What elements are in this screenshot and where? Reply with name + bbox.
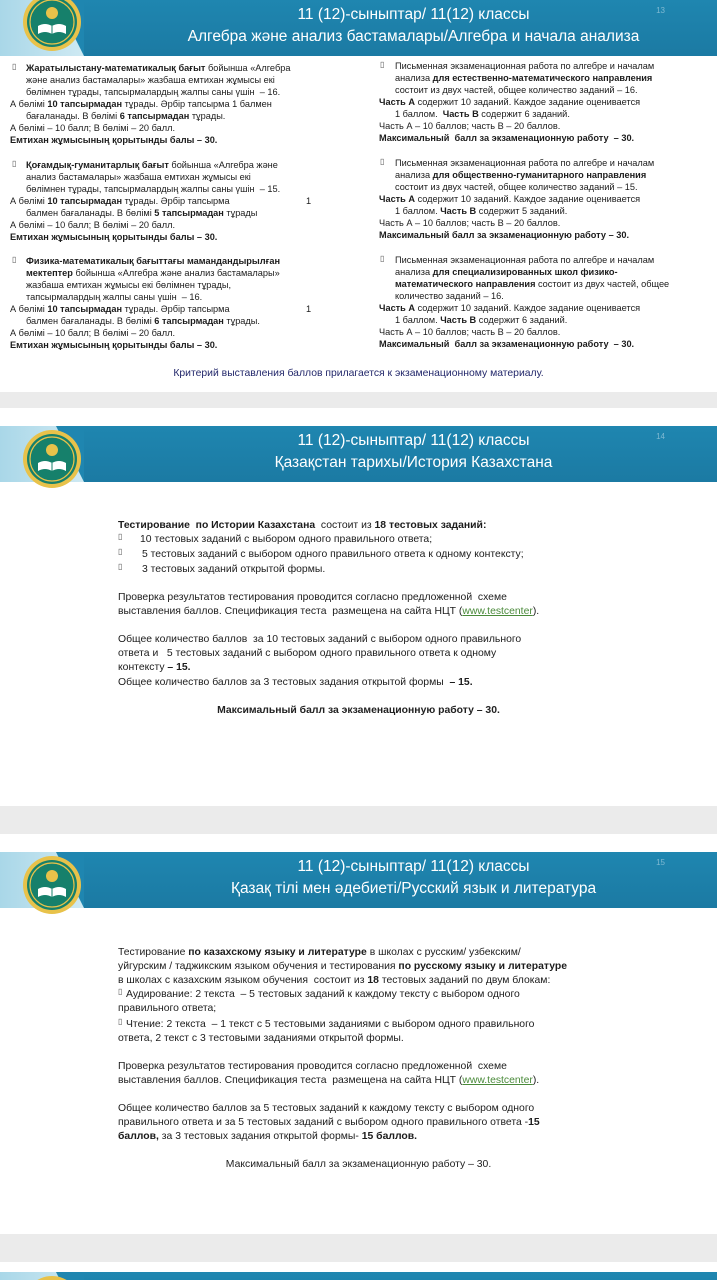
total-score-line: Емтихан жұмысының қорытынды балы – 30. [10,135,218,145]
text-line: количество заданий – 16. [395,291,504,301]
total-score-line: Емтихан жұмысының қорытынды балы – 30. [10,340,218,350]
text-line: Физика-математикалық бағыттағы мамандандырылған [26,256,281,266]
total-score-line: Максимальный балл за экзаменационную работу – 30. [379,230,630,240]
text-line: правильного ответа; [118,1003,217,1014]
text-line: А бөлімі – 10 балл; В бөлімі – 20 балл. [10,123,176,133]
slide-next-partial [0,1262,717,1280]
emblem-logo-icon [22,0,82,52]
text-line: және анализ бастамалары» жазбаша емтихан жұмысы екі [26,75,275,85]
list-item: 5 тестовых заданий с выбором одного правильного ответа к одному контексту; [142,549,524,560]
missing-glyph-icon: ▯ [12,255,17,264]
max-score-line: Максимальный балл за экзаменационную работу – 30. [217,705,500,716]
page-number: 15 [656,858,665,867]
text-line: баллов, за 3 тестовых задания открытой формы- 15 баллов. [118,1131,418,1142]
page-number: 14 [656,432,665,441]
text-line: балмен бағаланады. В бөлімі 5 тапсырмадан тұрады [26,208,258,218]
text-line: анализа для специализированных школ физико- [395,267,618,277]
testcenter-link[interactable]: www.testcenter [462,606,533,617]
text-line: ответа, 2 текст с 3 тестовыми заданиями открытой формы. [118,1033,404,1044]
max-score-line: Максимальный балл за экзаменационную работу – 30. [225,1159,492,1170]
slide-title: 11 (12)-сыныптар/ 11(12) классы Қазақ тілі мен әдебиеті/Русский язык и литература [230,858,597,897]
missing-glyph-icon: ▯ [118,562,123,571]
text-line: Проверка результатов тестирования проводится согласно предложенной схеме [118,1061,507,1072]
text-line: Часть А содержит 10 заданий. Каждое задание оценивается [379,194,641,204]
text-line: Часть А – 10 баллов; часть В – 20 баллов. [379,121,561,131]
text-line: анализ бастамалары» жазбаша емтихан жұмысы екі [26,172,251,182]
missing-glyph-icon: ▯ [118,987,123,996]
text-line: правильного ответа и за 5 тестовых заданий с выбором одного правильного ответа -15 [118,1117,540,1128]
missing-glyph-icon: ▯ [380,60,385,69]
text-line: Часть А содержит 10 заданий. Каждое задание оценивается [379,97,641,107]
text-line: Письменная экзаменационная работа по алгебре и началам [395,61,655,71]
text-line: Проверка результатов тестирования проводится согласно предложенной схеме [118,592,507,603]
text-line: анализа для общественно-гуманитарного направления [395,170,647,180]
text-line: в школах с казахским языком обучения состоит из 18 тестовых заданий по двум блокам: [118,975,551,986]
missing-glyph-icon: ▯ [118,1017,123,1026]
text-line: 1 [306,304,312,314]
slide-algebra [0,0,717,392]
total-score-line: Максимальный балл за экзаменационную работу – 30. [379,133,635,143]
text-line: Часть А содержит 10 заданий. Каждое задание оценивается [379,303,641,313]
text-line: выставления баллов. Спецификация теста размещена на сайта НЦТ (www.testcenter). [118,1075,540,1086]
text-line: 1 баллом. Часть В содержит 6 заданий. [395,315,568,325]
text-line: Общее количество баллов за 5 тестовых заданий к каждому тексту с выбором одного [118,1103,535,1114]
intro-text: Тестирование по Истории Казахстана состоит из 18 тестовых заданий: [118,520,487,531]
missing-glyph-icon: ▯ [118,532,123,541]
text-line: бөлімнен тұрады, тапсырмалардың жалпы саны үшін – 15. [26,184,281,194]
text-line: бағаланады. В бөлімі 6 тапсырмадан тұрады. [26,111,226,121]
text-line: бөлімнен тұрады, тапсырмалардың жалпы саны үшін – 16. [26,87,281,97]
text-line: Часть А – 10 баллов; часть В – 20 баллов. [379,327,561,337]
text-line: Общее количество баллов за 3 тестовых задания открытой формы – 15. [118,677,473,688]
text-line: Часть А – 10 баллов; часть В – 20 баллов. [379,218,561,228]
text-line: анализа для естественно-математического направления [395,73,653,83]
text-line: А бөлімі – 10 балл; В бөлімі – 20 балл. [10,220,176,230]
emblem-logo-icon [22,1275,82,1280]
list-item: Аудирование: 2 текста – 5 тестовых заданий к каждому тексту с выбором одного [126,989,520,1000]
text-line: А бөлімі 10 тапсырмадан тұрады. Әрбір тапсырма [10,304,230,314]
missing-glyph-icon: ▯ [118,547,123,556]
text-line: выставления баллов. Спецификация теста размещена на сайта НЦТ (www.testcenter). [118,606,540,617]
text-line: 1 баллом. Часть В содержит 6 заданий. [395,109,570,119]
slide-language [0,834,717,1234]
text-line: математического направления состоит из двух частей, общее [395,279,670,289]
slide-header [0,0,717,56]
text-line: контексту – 15. [118,662,191,673]
slide-header [0,852,717,908]
slide-title: 11 (12)-сыныптар/ 11(12) классы Қазақстан тарихы/История Казахстана [274,432,553,471]
text-line: Тестирование по казахскому языку и литературе в школах с русским/ узбекским/ [118,947,521,958]
slide-header [0,1272,717,1280]
slide-title: 11 (12)-сыныптар/ 11(12) классы Алгебра және анализ бастамалары/Алгебра и начала анализа [187,6,640,45]
criterion-note: Критерий выставления баллов прилагается к экзаменационному материалу. [173,368,544,379]
text-line: ответа и 5 тестовых заданий с выбором одного правильного ответа к одному [118,648,497,659]
text-line: уйгурским / таджикским языком обучения и тестирования по русскому языку и литературе [118,961,568,972]
text-line: А бөлімі – 10 балл; В бөлімі – 20 балл. [10,328,176,338]
testcenter-link[interactable]: www.testcenter [462,1075,533,1086]
text-line: мектептер бойынша «Алгебра және анализ бастамалары» [26,268,280,278]
text-line: состоит из двух частей, общее количество заданий – 16. [395,85,638,95]
text-line: Общее количество баллов за 10 тестовых заданий с выбором одного правильного [118,634,522,645]
list-item: Чтение: 2 текста – 1 текст с 5 тестовыми заданиями с выбором одного правильного [126,1019,535,1030]
text-line: тапсырмалардың жалпы саны үшін – 16. [26,292,203,302]
text-line: жазбаша емтихан жұмысы екі бөлімнен тұрады, [26,280,232,290]
missing-glyph-icon: ▯ [12,62,17,71]
text-line: А бөлімі 10 тапсырмадан тұрады. Әрбір тапсырма 1 балмен [10,99,272,109]
total-score-line: Максимальный балл за экзаменационную работу – 30. [379,339,635,349]
total-score-line: Емтихан жұмысының қорытынды балы – 30. [10,232,218,242]
list-item: 10 тестовых заданий с выбором одного правильного ответа; [140,534,433,545]
list-item: 3 тестовых заданий открытой формы. [142,564,326,575]
slide-history [0,408,717,806]
emblem-logo-icon [22,855,82,915]
missing-glyph-icon: ▯ [380,157,385,166]
text-line: Қоғамдық-гуманитарлық бағыт бойынша «Алгебра және [26,160,278,170]
text-line: балмен бағаланады. В бөлімі 6 тапсырмадан тұрады. [26,316,260,326]
emblem-logo-icon [22,429,82,489]
text-line: Письменная экзаменационная работа по алгебре и началам [395,158,655,168]
text-line: Жаратылыстану-математикалық бағыт бойынша «Алгебра [26,63,291,73]
missing-glyph-icon: ▯ [12,159,17,168]
text-line: 1 баллом. Часть В содержит 5 заданий. [395,206,568,216]
text-line: А бөлімі 10 тапсырмадан тұрады. Әрбір тапсырма [10,196,230,206]
slide-header [0,426,717,482]
text-line: Письменная экзаменационная работа по алгебре и началам [395,255,655,265]
text-line: 1 [306,196,312,206]
text-line: состоит из двух частей, общее количество заданий – 15. [395,182,638,192]
missing-glyph-icon: ▯ [380,254,385,263]
page-number: 13 [656,6,665,15]
